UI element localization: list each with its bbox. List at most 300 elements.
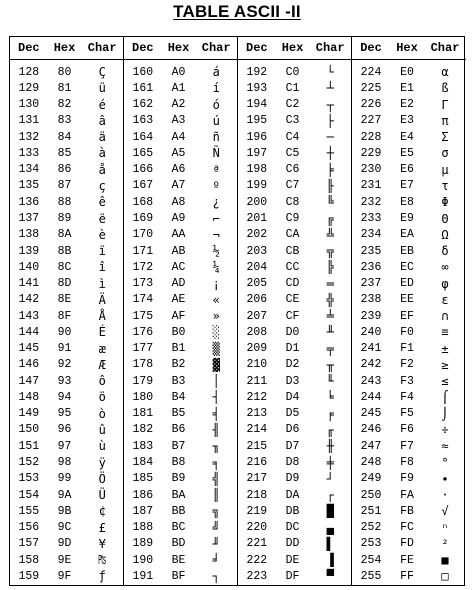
table-row (352, 422, 466, 438)
hex-cell: C9 (285, 212, 300, 226)
table-row (10, 341, 123, 357)
table-row (124, 162, 237, 178)
dec-cell: 199 (246, 179, 268, 193)
hex-cell: F1 (400, 342, 414, 356)
dec-cell: 227 (360, 114, 382, 128)
char-cell: τ (441, 178, 449, 193)
char-cell: ╫ (326, 439, 334, 454)
dec-cell: 185 (132, 472, 154, 486)
char-cell: Ü (98, 488, 106, 503)
dec-cell: 174 (132, 293, 154, 307)
dec-cell: 163 (132, 114, 154, 128)
dec-cell: 152 (18, 456, 40, 469)
table-row (352, 129, 466, 145)
dec-cell: 176 (132, 325, 154, 339)
char-cell: ▐ (326, 553, 334, 568)
table-row (10, 194, 123, 210)
hex-cell: A8 (171, 195, 186, 209)
char-cell: á (212, 65, 220, 80)
table-column-3 (238, 37, 352, 585)
char-cell: ─ (326, 130, 334, 145)
dec-cell: 252 (360, 521, 382, 535)
table-row (238, 178, 351, 194)
hex-cell: 83 (57, 114, 72, 128)
hex-cell: 9C (57, 521, 72, 535)
char-cell: Ä (98, 292, 106, 307)
header-hex: Hex (396, 41, 418, 55)
hex-cell: D5 (285, 407, 300, 421)
hex-cell: 8E (57, 293, 72, 307)
dec-cell: 235 (360, 244, 382, 258)
table-row (238, 210, 351, 226)
table-row (10, 308, 123, 324)
header-char: Char (201, 41, 231, 55)
char-cell: ≈ (441, 439, 449, 454)
hex-cell: B9 (171, 472, 186, 486)
char-cell: è (98, 227, 106, 242)
char-cell: ½ (212, 244, 220, 259)
dec-cell: 143 (18, 309, 40, 323)
char-cell: └ (326, 65, 334, 80)
table-row (10, 487, 123, 503)
table-row (10, 568, 123, 584)
char-cell: ╒ (326, 406, 334, 421)
char-cell: µ (441, 162, 449, 177)
table-row (124, 324, 237, 340)
char-cell: £ (98, 520, 106, 535)
hex-cell: F0 (400, 325, 414, 339)
dec-cell: 167 (132, 179, 154, 193)
hex-cell: 8F (57, 309, 72, 323)
dec-cell: 211 (246, 374, 268, 388)
table-row (238, 471, 351, 487)
dec-cell: 177 (132, 342, 154, 356)
char-cell: ╡ (212, 406, 220, 421)
dec-cell: 226 (360, 98, 382, 112)
char-cell: ∞ (441, 260, 449, 275)
char-cell: □ (441, 569, 449, 584)
dec-cell: 159 (18, 569, 40, 583)
dec-cell: 234 (360, 228, 382, 242)
hex-cell: FA (400, 488, 414, 502)
char-cell: ▄ (326, 520, 334, 535)
table-row (238, 487, 351, 503)
hex-cell: 8A (57, 228, 72, 242)
table-column-4 (352, 37, 466, 585)
column-rows (10, 60, 123, 585)
char-cell: ò (98, 406, 106, 421)
hex-cell: 97 (57, 439, 72, 453)
hex-cell: F4 (400, 390, 414, 404)
dec-cell: 232 (360, 195, 382, 209)
char-cell: ╙ (326, 374, 334, 389)
char-cell: ≤ (441, 374, 449, 389)
hex-cell: DF (285, 569, 300, 583)
dec-cell: 130 (18, 98, 40, 112)
table-row (238, 389, 351, 405)
char-cell: ╬ (326, 292, 334, 307)
table-row (352, 80, 466, 96)
table-row (124, 275, 237, 291)
char-cell: σ (441, 146, 449, 161)
table-row (124, 292, 237, 308)
char-cell: ■ (441, 553, 449, 568)
char-cell: ├ (326, 113, 334, 128)
table-row (238, 227, 351, 243)
dec-cell: 225 (360, 81, 382, 95)
hex-cell: C6 (285, 163, 300, 177)
table-row (352, 64, 466, 80)
char-cell: ░ (212, 325, 220, 340)
char-cell: » (212, 309, 220, 324)
dec-cell: 250 (360, 488, 382, 502)
hex-cell: 81 (57, 81, 72, 95)
hex-cell: C0 (285, 65, 300, 79)
table-row (238, 373, 351, 389)
table-row (238, 275, 351, 291)
table-row (124, 113, 237, 129)
char-cell: ┐ (212, 569, 220, 584)
char-cell: ╚ (326, 195, 334, 210)
char-cell: ╥ (326, 357, 334, 372)
dec-cell: 151 (18, 439, 40, 453)
hex-cell: F7 (400, 439, 414, 453)
dec-cell: 131 (18, 114, 40, 128)
hex-cell: 91 (57, 342, 72, 356)
hex-cell: 96 (57, 423, 72, 437)
table-row (238, 129, 351, 145)
char-cell: ç (98, 178, 106, 193)
table-row (238, 194, 351, 210)
dec-cell: 129 (18, 81, 40, 95)
char-cell: é (98, 97, 106, 112)
dec-cell: 212 (246, 390, 268, 404)
char-cell: í (212, 81, 220, 96)
char-cell: ╝ (212, 520, 220, 535)
char-cell: ⌠ (441, 390, 449, 405)
table-row (124, 454, 237, 470)
dec-cell: 156 (18, 521, 40, 535)
dec-cell: 248 (360, 456, 382, 469)
hex-cell: AC (171, 260, 186, 274)
hex-cell: CF (285, 309, 300, 323)
dec-cell: 246 (360, 423, 382, 437)
header-hex: Hex (167, 41, 190, 55)
hex-cell: AE (171, 293, 186, 307)
dec-cell: 216 (246, 456, 268, 469)
column-rows (352, 60, 466, 585)
dec-cell: 215 (246, 439, 268, 453)
dec-cell: 251 (360, 504, 382, 518)
table-row (124, 194, 237, 210)
dec-cell: 224 (360, 65, 382, 79)
table-row (124, 503, 237, 519)
dec-cell: 155 (18, 504, 40, 518)
dec-cell: 141 (18, 277, 40, 291)
dec-cell: 253 (360, 537, 382, 551)
hex-cell: FF (400, 569, 414, 583)
hex-cell: BC (171, 521, 186, 535)
dec-cell: 138 (18, 228, 40, 242)
table-row (352, 503, 466, 519)
char-cell: ¢ (98, 504, 106, 519)
table-row (238, 406, 351, 422)
hex-cell: 95 (57, 407, 72, 421)
dec-cell: 192 (246, 65, 268, 79)
hex-cell: EC (400, 260, 414, 274)
table-row (124, 259, 237, 275)
table-row (124, 568, 237, 584)
dec-cell: 254 (360, 553, 382, 567)
dec-cell: 241 (360, 342, 382, 356)
table-row (124, 487, 237, 503)
hex-cell: 89 (57, 212, 72, 226)
char-cell: ù (98, 439, 106, 454)
char-cell: Å (98, 309, 106, 324)
dec-cell: 210 (246, 358, 268, 372)
hex-cell: 98 (57, 456, 72, 469)
char-cell: å (98, 162, 106, 177)
char-cell: ε (441, 292, 449, 307)
dec-cell: 178 (132, 358, 154, 372)
hex-cell: E1 (400, 81, 414, 95)
table-row (238, 80, 351, 96)
hex-cell: BF (171, 569, 186, 583)
table-row (10, 113, 123, 129)
table-row (124, 471, 237, 487)
hex-cell: FB (400, 504, 414, 518)
table-row (10, 227, 123, 243)
hex-cell: A4 (171, 130, 186, 144)
table-row (10, 292, 123, 308)
table-column-1 (10, 37, 124, 585)
table-row (238, 243, 351, 259)
hex-cell: CA (285, 228, 300, 242)
dec-cell: 237 (360, 277, 382, 291)
table-row (124, 519, 237, 535)
dec-cell: 136 (18, 195, 40, 209)
table-row (352, 259, 466, 275)
hex-cell: CB (285, 244, 300, 258)
dec-cell: 186 (132, 488, 154, 502)
table-row (10, 519, 123, 535)
hex-cell: 90 (57, 325, 72, 339)
char-cell: ╜ (212, 536, 220, 551)
dec-cell: 239 (360, 309, 382, 323)
dec-cell: 223 (246, 569, 268, 583)
table-row (352, 552, 466, 568)
dec-cell: 231 (360, 179, 382, 193)
hex-cell: B5 (171, 407, 186, 421)
table-row (238, 536, 351, 552)
table-row (352, 568, 466, 584)
hex-cell: 8C (57, 260, 72, 274)
char-cell: ▓ (212, 357, 220, 372)
char-cell: ¿ (212, 195, 220, 210)
hex-cell: 9B (57, 504, 72, 518)
hex-cell: 82 (57, 98, 72, 112)
dec-cell: 128 (18, 65, 40, 79)
hex-cell: D9 (285, 472, 300, 486)
hex-cell: A1 (171, 81, 186, 95)
hex-cell: C2 (285, 98, 300, 112)
table-row (238, 162, 351, 178)
dec-cell: 189 (132, 537, 154, 551)
dec-cell: 207 (246, 309, 268, 323)
hex-cell: C7 (285, 179, 300, 193)
dec-cell: 147 (18, 374, 40, 388)
char-cell: ┌ (326, 488, 334, 503)
char-cell: û (98, 422, 106, 437)
hex-cell: F2 (400, 358, 414, 372)
char-cell: ┬ (326, 97, 334, 112)
table-row (10, 389, 123, 405)
hex-cell: CE (285, 293, 300, 307)
hex-cell: DA (285, 488, 300, 502)
char-cell: « (212, 292, 220, 307)
table-row (352, 487, 466, 503)
hex-cell: 92 (57, 358, 72, 372)
table-row (352, 536, 466, 552)
dec-cell: 195 (246, 114, 268, 128)
dec-cell: 219 (246, 504, 268, 518)
header-dec: Dec (132, 41, 154, 55)
char-cell: ║ (212, 488, 220, 503)
table-row (352, 210, 466, 226)
char-cell: ï (98, 244, 106, 259)
dec-cell: 133 (18, 146, 40, 160)
hex-cell: E3 (400, 114, 414, 128)
char-cell: ╘ (326, 390, 334, 405)
hex-cell: 93 (57, 374, 72, 388)
table-row (238, 113, 351, 129)
column-header (10, 37, 123, 60)
hex-cell: 80 (57, 65, 72, 79)
char-cell: ⌡ (441, 406, 449, 421)
dec-cell: 205 (246, 277, 268, 291)
dec-cell: 139 (18, 244, 40, 258)
table-row (352, 324, 466, 340)
char-cell: ╦ (326, 244, 334, 259)
hex-cell: CD (285, 277, 300, 291)
table-row (352, 341, 466, 357)
hex-cell: DE (285, 553, 300, 567)
hex-cell: 99 (57, 472, 72, 486)
column-rows (124, 60, 237, 585)
hex-cell: C8 (285, 195, 300, 209)
char-cell: ² (441, 536, 449, 551)
hex-cell: E4 (400, 130, 414, 144)
dec-cell: 193 (246, 81, 268, 95)
hex-cell: FE (400, 553, 414, 567)
dec-cell: 148 (18, 390, 40, 404)
hex-cell: A9 (171, 212, 186, 226)
hex-cell: D0 (285, 325, 300, 339)
table-row (10, 275, 123, 291)
dec-cell: 233 (360, 212, 382, 226)
dec-cell: 229 (360, 146, 382, 160)
char-cell: ┼ (326, 146, 334, 161)
table-row (10, 145, 123, 161)
table-row (124, 80, 237, 96)
table-row (124, 97, 237, 113)
table-row (352, 519, 466, 535)
char-cell: ° (441, 455, 449, 470)
char-cell: ü (98, 81, 106, 96)
table-row (238, 503, 351, 519)
table-row (238, 519, 351, 535)
table-row (124, 438, 237, 454)
table-row (352, 97, 466, 113)
dec-cell: 165 (132, 146, 154, 160)
hex-cell: E8 (400, 195, 414, 209)
table-row (124, 64, 237, 80)
column-header (352, 37, 466, 60)
hex-cell: E2 (400, 98, 414, 112)
hex-cell: C3 (285, 114, 300, 128)
table-row (352, 308, 466, 324)
dec-cell: 175 (132, 309, 154, 323)
dec-cell: 161 (132, 81, 154, 95)
ascii-table (9, 36, 465, 586)
char-cell: ╠ (326, 260, 334, 275)
hex-cell: E6 (400, 163, 414, 177)
table-row (352, 389, 466, 405)
dec-cell: 221 (246, 537, 268, 551)
char-cell: ╟ (326, 178, 334, 193)
table-row (352, 471, 466, 487)
char-cell: ╓ (326, 422, 334, 437)
hex-cell: 86 (57, 163, 72, 177)
hex-cell: A6 (171, 163, 186, 177)
hex-cell: F9 (400, 472, 414, 486)
dec-cell: 236 (360, 260, 382, 274)
hex-cell: B1 (171, 342, 186, 356)
hex-cell: C4 (285, 130, 300, 144)
char-cell: ┘ (326, 471, 334, 486)
hex-cell: EB (400, 244, 414, 258)
dec-cell: 132 (18, 130, 40, 144)
dec-cell: 249 (360, 472, 382, 486)
header-char: Char (87, 41, 117, 55)
dec-cell: 218 (246, 488, 268, 502)
dec-cell: 140 (18, 260, 40, 274)
table-row (10, 162, 123, 178)
table-row (10, 178, 123, 194)
column-rows (238, 60, 351, 585)
char-cell: É (98, 325, 106, 340)
column-header (238, 37, 351, 60)
dec-cell: 208 (246, 325, 268, 339)
hex-cell: E9 (400, 212, 414, 226)
table-row (352, 275, 466, 291)
header-dec: Dec (18, 41, 40, 55)
dec-cell: 146 (18, 358, 40, 372)
hex-cell: BD (171, 537, 186, 551)
char-cell: ó (212, 97, 220, 112)
table-row (10, 454, 123, 470)
dec-cell: 196 (246, 130, 268, 144)
hex-cell: B2 (171, 358, 186, 372)
char-cell: ⁿ (441, 520, 449, 535)
char-cell: ¥ (98, 536, 106, 551)
char-cell: ╕ (212, 455, 220, 470)
dec-cell: 201 (246, 212, 268, 226)
dec-cell: 188 (132, 521, 154, 535)
dec-cell: 243 (360, 374, 382, 388)
char-cell: Θ (441, 211, 449, 226)
table-row (352, 454, 466, 470)
